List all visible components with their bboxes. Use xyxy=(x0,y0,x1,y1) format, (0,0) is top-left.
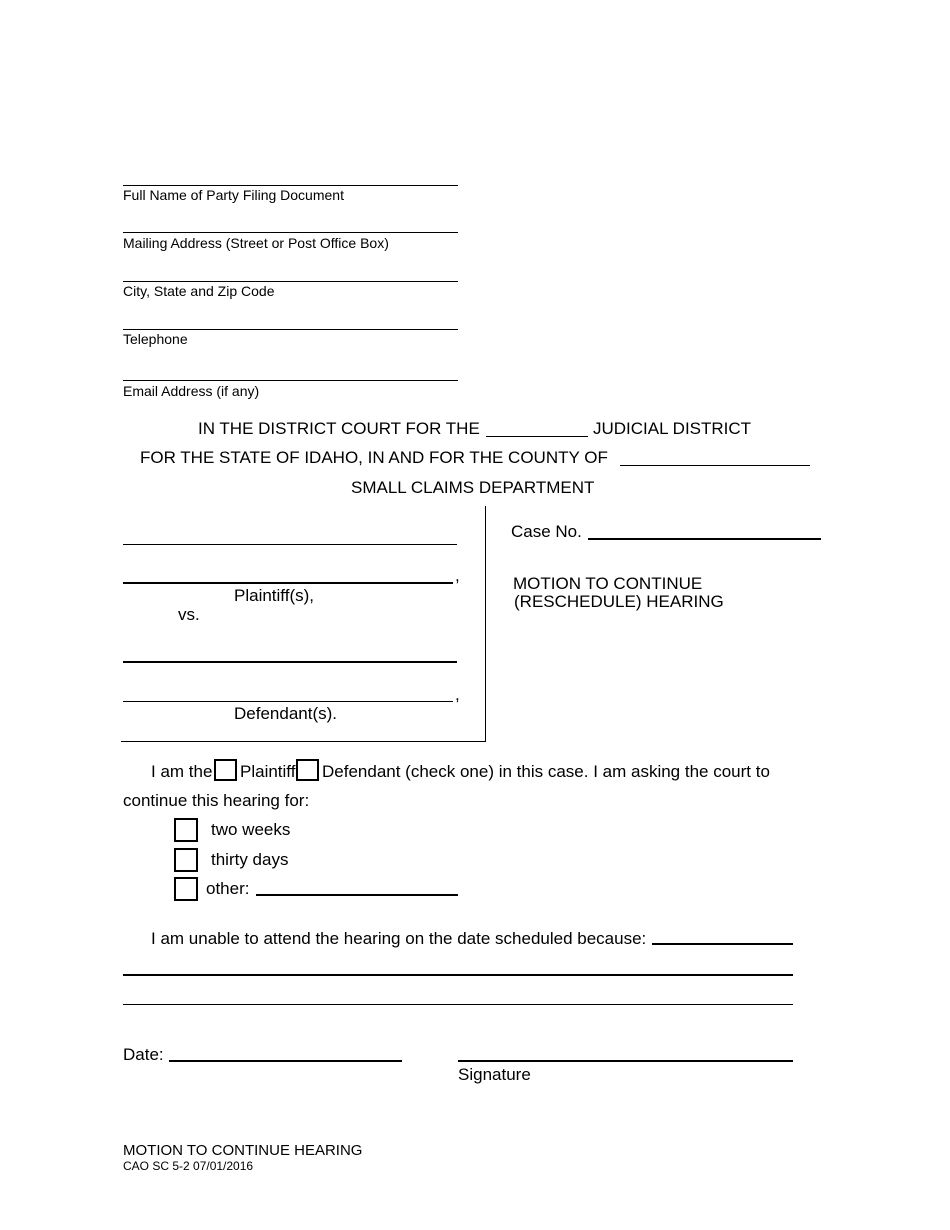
telephone-line[interactable] xyxy=(123,329,458,330)
other-line[interactable] xyxy=(256,894,458,896)
email-line[interactable] xyxy=(123,380,458,381)
vs-label: vs. xyxy=(178,605,200,624)
case-no-line[interactable] xyxy=(588,538,821,540)
date-label: Date: xyxy=(123,1045,164,1064)
defendant-line-1[interactable] xyxy=(123,661,457,663)
full-name-label: Full Name of Party Filing Document xyxy=(123,187,344,203)
plaintiff-label: Plaintiff(s), xyxy=(234,586,314,605)
court-header-line1-prefix: IN THE DISTRICT COURT FOR THE xyxy=(198,419,480,438)
mailing-address-label: Mailing Address (Street or Post Office Box) xyxy=(123,235,389,251)
defendant-checkbox[interactable] xyxy=(296,759,319,781)
defendant-line-2[interactable] xyxy=(123,701,453,702)
i-am-the-text: I am the xyxy=(151,762,213,781)
defendant-option-label: Defendant (check one) in this case. I am asking the court to xyxy=(322,762,770,781)
case-no-label: Case No. xyxy=(511,522,582,541)
footer-form-title: MOTION TO CONTINUE HEARING xyxy=(123,1142,363,1159)
signature-line[interactable] xyxy=(458,1060,793,1062)
email-label: Email Address (if any) xyxy=(123,383,260,399)
two-weeks-checkbox[interactable] xyxy=(174,818,198,842)
date-line[interactable] xyxy=(169,1060,402,1062)
city-state-zip-label: City, State and Zip Code xyxy=(123,283,275,299)
mailing-address-line[interactable] xyxy=(123,232,458,233)
plaintiff-option-label: Plaintiff xyxy=(240,762,296,781)
plaintiff-line-1[interactable] xyxy=(123,544,457,545)
plaintiff-comma: , xyxy=(455,566,460,585)
other-label: other: xyxy=(206,879,250,898)
reason-line-1[interactable] xyxy=(652,943,793,945)
thirty-days-checkbox[interactable] xyxy=(174,848,198,872)
plaintiff-line-2[interactable] xyxy=(123,582,453,584)
unable-to-attend-text: I am unable to attend the hearing on the date scheduled because: xyxy=(151,929,647,948)
reason-line-3[interactable] xyxy=(123,1004,793,1005)
judicial-district-blank[interactable] xyxy=(486,436,588,437)
caption-bottom-border xyxy=(121,741,486,742)
court-header-line2-prefix: FOR THE STATE OF IDAHO, IN AND FOR THE COUNTY OF xyxy=(140,448,608,467)
other-checkbox[interactable] xyxy=(174,877,198,901)
motion-title-line1: MOTION TO CONTINUE xyxy=(513,574,703,593)
defendant-comma: , xyxy=(455,685,460,704)
signature-label: Signature xyxy=(458,1065,531,1084)
telephone-label: Telephone xyxy=(123,331,188,347)
reason-line-2[interactable] xyxy=(123,974,793,976)
defendant-label: Defendant(s). xyxy=(234,704,337,723)
motion-title-line2: (RESCHEDULE) HEARING xyxy=(514,592,724,611)
county-blank[interactable] xyxy=(620,465,810,466)
two-weeks-label: two weeks xyxy=(211,820,291,839)
continue-line: continue this hearing for: xyxy=(123,791,310,810)
plaintiff-checkbox[interactable] xyxy=(214,759,237,781)
caption-divider xyxy=(485,506,486,742)
footer-form-code: CAO SC 5-2 07/01/2016 xyxy=(123,1159,254,1173)
court-header-line3: SMALL CLAIMS DEPARTMENT xyxy=(351,478,595,497)
full-name-line[interactable] xyxy=(123,185,458,186)
city-state-zip-line[interactable] xyxy=(123,281,458,282)
court-header-line1-suffix: JUDICIAL DISTRICT xyxy=(593,419,752,438)
thirty-days-label: thirty days xyxy=(211,850,289,869)
